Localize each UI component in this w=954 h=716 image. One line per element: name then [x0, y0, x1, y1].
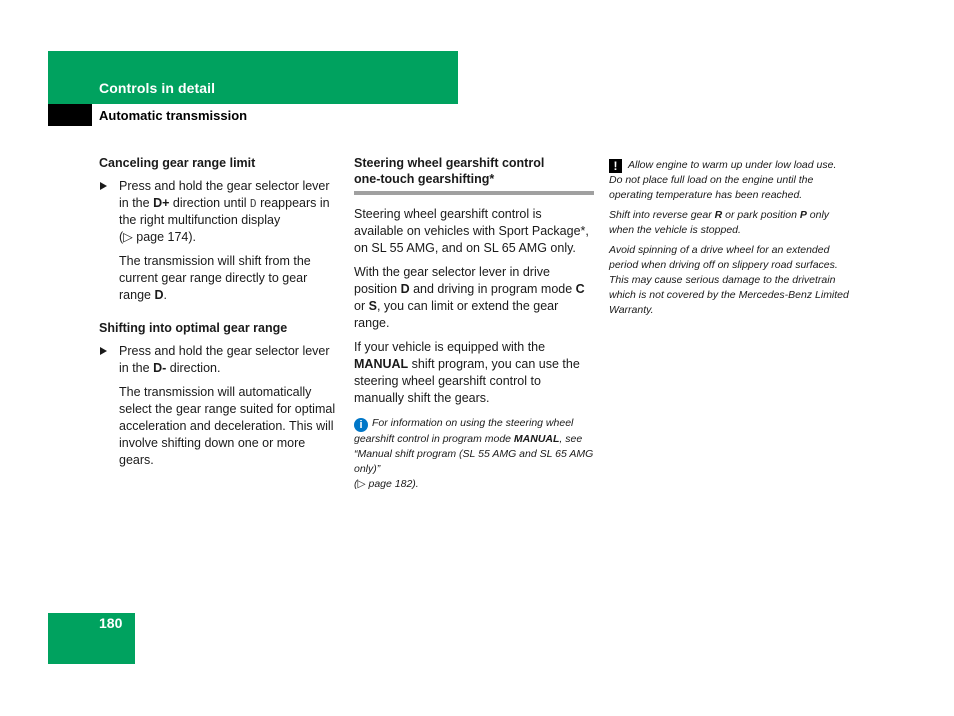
bullet-arrow-icon: [100, 182, 107, 190]
section-title: Controls in detail: [99, 80, 216, 96]
paragraph: Steering wheel gearshift control is available on vehicles with Sport Package*, on SL 55 AMG, and on SL 65 AMG only.: [354, 207, 589, 255]
paragraph: If your vehicle is equipped with the MANUAL shift program, you can use the steering wheel gearshift control to manually shift the gears.: [354, 340, 580, 405]
header-band: [48, 51, 458, 104]
column-1: [99, 155, 339, 476]
page-reference: (▷ page 174).: [119, 230, 197, 244]
instruction-bullet: Press and hold the gear selector lever in the D+ direction until D reappears in the right multifunction display (▷ page 174).: [99, 178, 339, 246]
section-heading: Steering wheel gearshift control one-touch gearshifting*: [354, 156, 545, 186]
heading-rule: [354, 191, 594, 195]
warning-icon: !: [609, 159, 622, 173]
warning-note: Shift into reverse gear R or park position P only when the vehicle is stopped.: [609, 209, 830, 236]
warning-note: ! Allow engine to warm up under low load use. Do not place full load on the engine until the operating temperature has been reached.: [609, 159, 837, 201]
column-2: [354, 155, 594, 497]
column-3: [609, 158, 849, 323]
display-d-icon: D: [250, 197, 257, 210]
page-reference: (▷ page 182).: [354, 478, 419, 490]
bullet-arrow-icon: [100, 347, 107, 355]
section-heading: Shifting into optimal gear range: [99, 321, 288, 335]
paragraph: With the gear selector lever in drive position D and driving in program mode C or S, you can limit or extend the gear range.: [354, 265, 585, 330]
info-icon: i: [354, 418, 368, 432]
instruction-bullet: Press and hold the gear selector lever in the D- direction.: [99, 343, 339, 377]
warning-note: Avoid spinning of a drive wheel for an extended period when driving off on slippery road surfaces. This may cause serious damage to the drivetrain which is not covered by the Mercedes-Benz Limited Warranty.: [609, 244, 849, 316]
subsection-title: Automatic transmission: [99, 108, 248, 123]
page-number: 180: [99, 615, 123, 631]
result-text: The transmission will shift from the current gear range directly to gear range D.: [119, 254, 311, 302]
section-heading: Canceling gear range limit: [99, 156, 256, 170]
result-text: The transmission will automatically select the gear range suited for optimal acceleration and deceleration. This will involve shifting down one or more gears.: [119, 385, 336, 467]
info-note: i For information on using the steering wheel gearshift control in program mode MANUAL, see “Manual shift program (SL 55 AMG and SL 65 AMG only)” (▷ page 182).: [354, 417, 594, 490]
header-marker: [48, 104, 92, 126]
